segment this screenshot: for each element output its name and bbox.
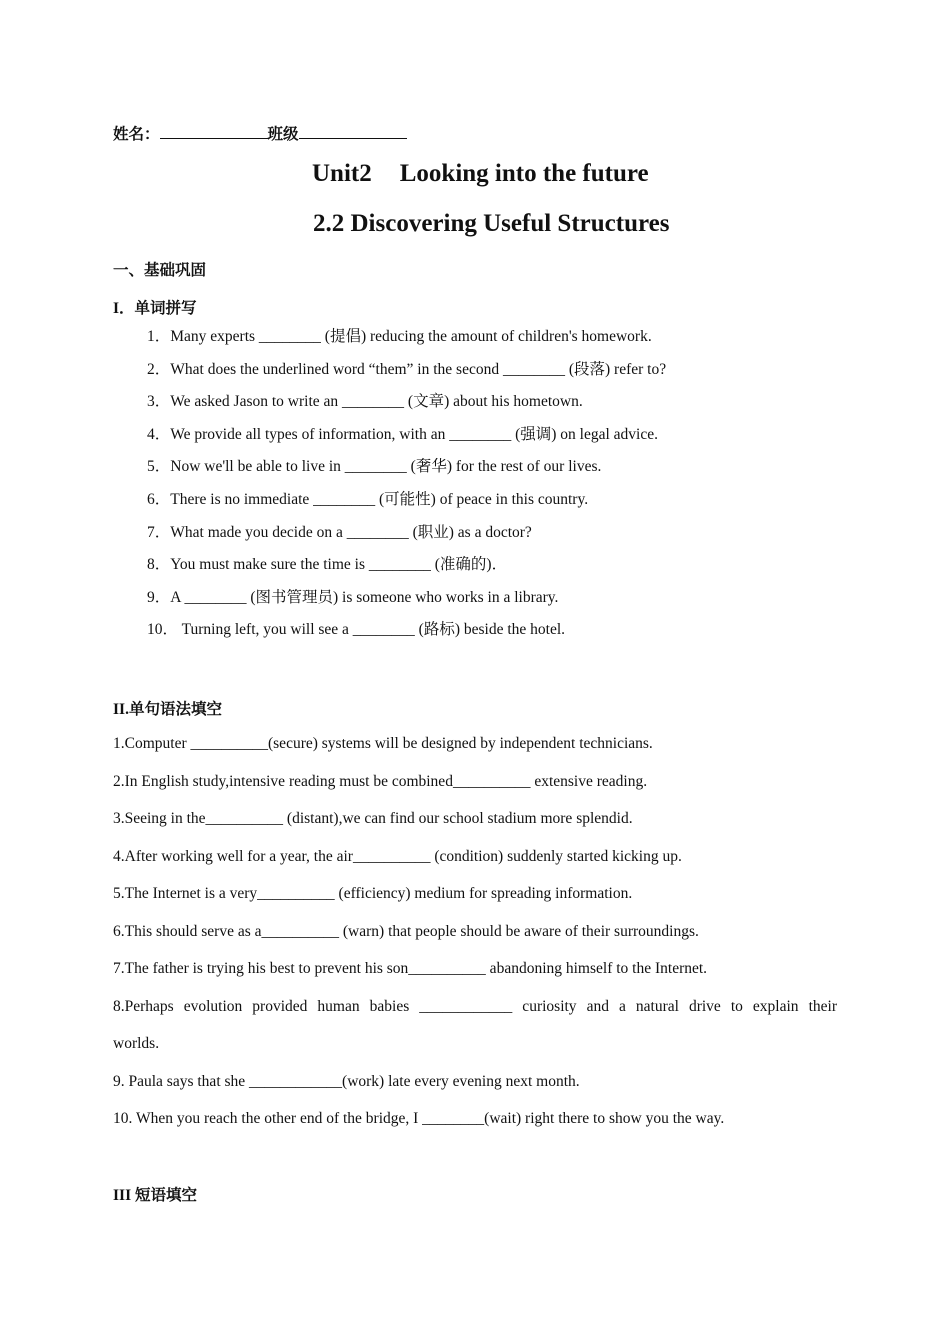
class-label: 班级 — [267, 126, 299, 143]
list-item: 6.This should serve as a__________ (warn) that people should be aware of their surroundings. — [113, 922, 699, 940]
list-item: 1．Many experts ________ (提倡) reducing the amount of children's homework. — [147, 328, 652, 345]
list-item: 8．You must make sure the time is ________ (准确的)． — [147, 556, 508, 574]
list-item-continuation: worlds. — [113, 1035, 160, 1052]
section-heading: 一、基础巩固 — [113, 262, 207, 279]
name-label: 姓名： — [113, 126, 160, 143]
list-item: 2．What does the underlined word “them” in the second ________ (段落) refer to? — [147, 360, 667, 378]
list-item: 5．Now we'll be able to live in ________ (奢华) for the rest of our lives. — [147, 458, 602, 476]
list-item: 6．There is no immediate ________ (可能性) of peace in this country. — [147, 490, 589, 508]
unit-name: Looking into the future — [399, 160, 649, 187]
list-item: 3.Seeing in the__________ (distant),we can find our school stadium more splendid. — [113, 810, 633, 827]
unit-number: Unit2 — [312, 160, 372, 187]
class-blank[interactable] — [299, 123, 407, 139]
grammar-fill-list — [113, 733, 837, 1146]
part2-heading: II.单句语法填空 — [113, 701, 222, 718]
list-item: 8.Perhaps evolution provided human babies ____________ curiosity and a natural drive to explain their — [113, 997, 837, 1015]
lesson-title: 2.2 Discovering Useful Structures — [313, 210, 670, 237]
list-item: 1.Computer __________(secure) systems will be designed by independent technicians. — [113, 735, 653, 752]
list-item: 4．We provide all types of information, with an ________ (强调) on legal advice. — [147, 425, 658, 443]
list-item: 5.The Internet is a very__________ (efficiency) medium for spreading information. — [113, 885, 633, 902]
part3-heading: III 短语填空 — [113, 1187, 197, 1204]
list-item: 9. Paula says that she ____________(work) late every evening next month. — [113, 1072, 580, 1090]
word-spelling-list — [147, 326, 666, 652]
list-item: 7.The father is trying his best to prevent his son__________ abandoning himself to the Internet. — [113, 960, 708, 977]
part1-heading: I．单词拼写 — [113, 300, 197, 317]
student-info-line — [113, 122, 407, 144]
list-item: 10. When you reach the other end of the bridge, I ________(wait) right there to show you the way. — [113, 1110, 725, 1127]
name-blank[interactable] — [160, 123, 268, 139]
list-item: 4.After working well for a year, the air__________ (condition) suddenly started kicking up. — [113, 847, 682, 865]
list-item: 10． Turning left, you will see a ________ (路标) beside the hotel. — [147, 621, 566, 639]
list-item: 2.In English study,intensive reading must be combined__________ extensive reading. — [113, 772, 648, 790]
list-item: 3．We asked Jason to write an ________ (文章) about his hometown. — [147, 393, 583, 411]
unit-title — [312, 160, 649, 188]
list-item: 9．A ________ (图书管理员) is someone who works in a library. — [147, 588, 559, 606]
list-item: 7．What made you decide on a ________ (职业) as a doctor? — [147, 523, 532, 541]
